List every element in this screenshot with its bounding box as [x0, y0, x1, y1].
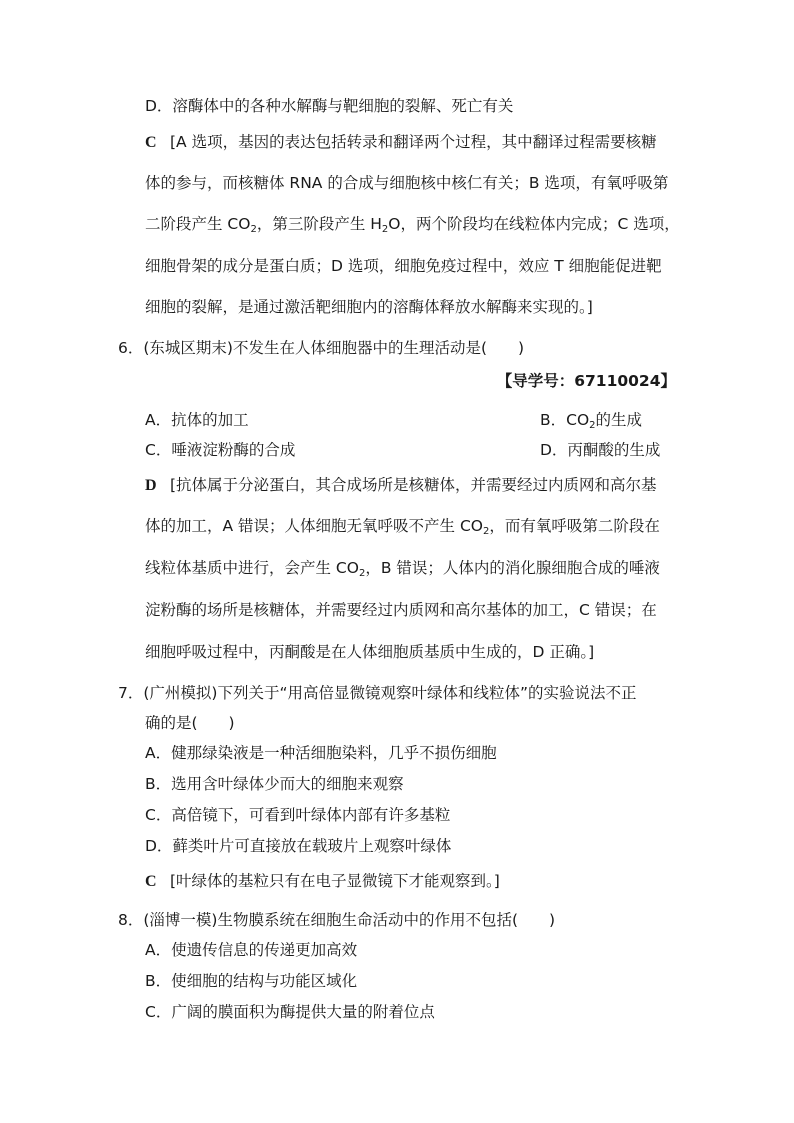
q7-stem: 7．(广州模拟)下列关于“用高倍显微镜观察叶绿体和线粒体”的实验说法不正	[118, 684, 637, 702]
q7-option-a: A．健那绿染液是一种活细胞染料，几乎不损伤细胞	[145, 744, 497, 762]
answer-letter: C	[145, 873, 157, 890]
answer-letter: D	[145, 477, 157, 494]
q6-explanation-line: 淀粉酶的场所是核糖体，并需要经过内质网和高尔基体的加工，C 错误；在	[145, 601, 657, 619]
q5-explanation-line: 体的参与，而核糖体 RNA 的合成与细胞核中核仁有关；B 选项，有氧呼吸第	[145, 174, 669, 192]
q6-option-c: C．唾液淀粉酶的合成	[145, 441, 296, 459]
q6-option-d: D．丙酮酸的生成	[540, 441, 661, 459]
q5-explanation-line: 细胞的裂解，是通过激活靶细胞内的溶酶体释放水解酶来实现的。]	[145, 298, 593, 316]
q6-explanation-line: D [抗体属于分泌蛋白，其合成场所是核糖体，并需要经过内质网和高尔基	[145, 474, 657, 497]
q5-explanation-line: 二阶段产生 $CO_2$，第三阶段产生 $H_2O$，两个阶段均在线粒体内完成；C 选项，	[145, 215, 680, 235]
q7-stem: 确的是( )	[145, 714, 235, 732]
explanation-text: [A 选项，基因的表达包括转录和翻译两个过程，其中翻译过程需要核糖	[170, 133, 657, 151]
q6-explanation-line: 细胞呼吸过程中，丙酮酸是在人体细胞质基质中生成的，D 正确。]	[145, 643, 595, 661]
q7-option-d: D．藓类叶片可直接放在载玻片上观察叶绿体	[145, 837, 452, 855]
q7-option-b: B．选用含叶绿体少而大的细胞来观察	[145, 775, 404, 793]
answer-letter: C	[145, 134, 157, 151]
q5-explanation-line: 细胞骨架的成分是蛋白质；D 选项，细胞免疫过程中，效应 T 细胞能促进靶	[145, 257, 662, 275]
q8-option-c: C．广阔的膜面积为酶提供大量的附着位点	[145, 1003, 435, 1021]
q8-option-a: A．使遗传信息的传递更加高效	[145, 941, 358, 959]
q5-explanation-line	[145, 131, 657, 154]
q6-explanation-line: 线粒体基质中进行，会产生 $CO_2$，B 错误；人体内的消化腺细胞合成的唾液	[145, 559, 660, 579]
q6-stem: 6．(东城区期末)不发生在人体细胞器中的生理活动是( )	[118, 339, 525, 357]
q6-option-a: A．抗体的加工	[145, 411, 249, 429]
q8-option-b: B．使细胞的结构与功能区域化	[145, 972, 358, 990]
guide-number: 【导学号：67110024】	[496, 372, 676, 390]
q6-option-b: B．$CO_2$的生成	[540, 411, 643, 431]
q7-option-c: C．高倍镜下，可看到叶绿体内部有许多基粒	[145, 806, 451, 824]
q6-explanation-line: 体的加工，A 错误；人体细胞无氧呼吸不产生 $CO_2$，而有氧呼吸第二阶段在	[145, 517, 660, 537]
q8-stem: 8．(淄博一模)生物膜系统在细胞生命活动中的作用不包括( )	[118, 911, 556, 929]
q6-options-row	[145, 439, 661, 461]
option-d-text: D．溶酶体中的各种水解酶与靶细胞的裂解、死亡有关	[145, 97, 514, 115]
q6-options-row	[145, 409, 645, 431]
q7-explanation-line: C [叶绿体的基粒只有在电子显微镜下才能观察到。]	[145, 870, 500, 893]
